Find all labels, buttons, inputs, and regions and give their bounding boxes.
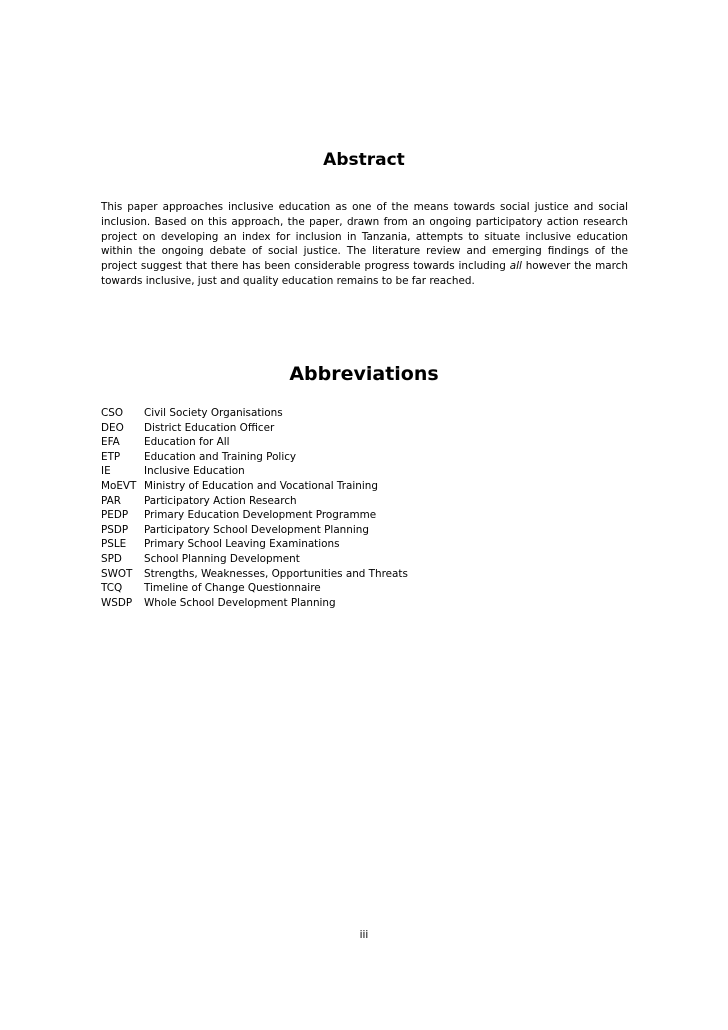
abstract-text-after: however the march towards inclusive, just and quality education remains to be far reached. <box>101 260 628 287</box>
abbreviation-code: EFA <box>101 436 120 449</box>
abbreviation-code: SPD <box>101 552 122 565</box>
page-number: iii <box>359 929 369 941</box>
abbreviation-row <box>101 567 628 582</box>
abbreviation-row <box>101 464 628 479</box>
abbreviation-row <box>101 581 628 596</box>
abbreviation-row <box>101 421 628 436</box>
abbreviation-code: TCQ <box>101 582 123 595</box>
abbreviation-definition: Ministry of Education and Vocational Training <box>144 479 378 492</box>
abbreviation-definition: Education for All <box>144 436 230 449</box>
abbreviation-definition: Participatory School Development Planning <box>144 523 369 536</box>
abbreviation-definition: Primary Education Development Programme <box>144 509 377 522</box>
abbreviation-definition: Inclusive Education <box>144 465 245 478</box>
abbreviation-definition: Primary School Leaving Examinations <box>144 538 340 551</box>
abbreviation-row <box>101 406 628 421</box>
abbreviation-definition: Education and Training Policy <box>144 450 297 463</box>
abbreviation-row <box>101 552 628 567</box>
abbreviation-code: MoEVT <box>101 479 137 492</box>
abbreviations-list <box>101 406 628 610</box>
abbreviation-definition: District Education Officer <box>144 421 275 434</box>
abbreviation-code: WSDP <box>101 596 133 609</box>
abbreviation-row <box>101 508 628 523</box>
abbreviation-code: SWOT <box>101 567 133 580</box>
abbreviation-row <box>101 596 628 611</box>
abbreviation-definition: Whole School Development Planning <box>144 596 336 609</box>
abbreviation-code: IE <box>101 465 111 478</box>
abbreviation-code: DEO <box>101 421 124 434</box>
abbreviations-heading: Abbreviations <box>289 363 439 385</box>
abbreviation-definition: Participatory Action Research <box>144 494 297 507</box>
abbreviation-code: PSDP <box>101 523 129 536</box>
abstract-paragraph <box>101 200 628 289</box>
abstract-emphasis: all <box>509 260 522 273</box>
abbreviation-row <box>101 479 628 494</box>
abbreviation-row <box>101 450 628 465</box>
abbreviation-definition: Strengths, Weaknesses, Opportunities and Threats <box>144 567 408 580</box>
abbreviation-code: CSO <box>101 407 124 419</box>
abbreviation-row <box>101 435 628 450</box>
abbreviation-row <box>101 537 628 552</box>
abstract-heading: Abstract <box>323 150 405 170</box>
abbreviation-definition: School Planning Development <box>144 552 300 565</box>
abbreviation-code: PSLE <box>101 538 127 551</box>
abstract-text-before: This paper approaches inclusive education as one of the means towards social justice and social inclusion. Based on this approach, the paper, drawn from an ongoing participatory action research project on developing an index for inclusion in Tanzania, attempts to situate inclusive education within the ongoing debate of social justice. The literature review and emerging findings of the project suggest that there has been considerable progress towards including <box>101 201 628 273</box>
abbreviation-code: PAR <box>101 494 121 507</box>
abbreviation-definition: Timeline of Change Questionnaire <box>144 582 321 595</box>
abbreviation-code: PEDP <box>101 509 129 522</box>
abbreviation-row <box>101 523 628 538</box>
abbreviation-definition: Civil Society Organisations <box>144 407 283 419</box>
abbreviation-code: ETP <box>101 450 121 463</box>
abbreviation-row <box>101 494 628 509</box>
